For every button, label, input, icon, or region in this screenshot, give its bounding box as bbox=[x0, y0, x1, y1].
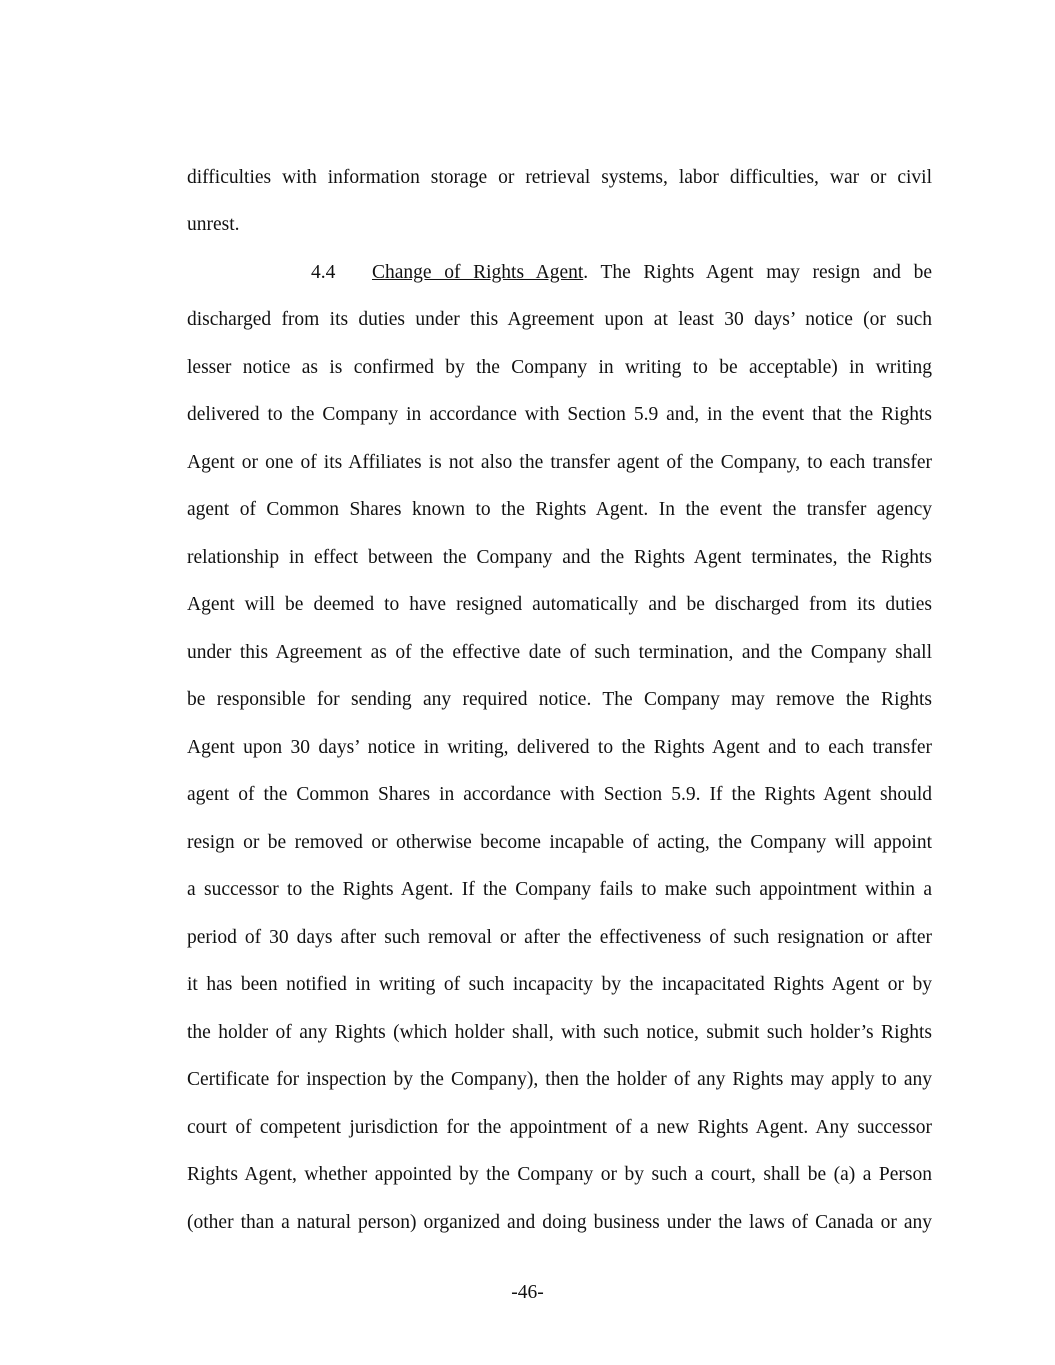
paragraph-line: period of 30 days after such removal or after the effectiveness of such resignation or after bbox=[187, 927, 932, 948]
paragraph-line: resign or be removed or otherwise become incapable of acting, the Company will appoint bbox=[187, 832, 932, 853]
paragraph-line: Agent will be deemed to have resigned automatically and be discharged from its duties bbox=[187, 594, 932, 615]
paragraph-line: (other than a natural person) organized and doing business under the laws of Canada or any bbox=[187, 1212, 932, 1233]
paragraph-line: be responsible for sending any required notice. The Company may remove the Rights bbox=[187, 689, 932, 710]
section-number: 4.4 bbox=[311, 262, 336, 283]
paragraph-line: relationship in effect between the Company and the Rights Agent terminates, the Rights bbox=[187, 547, 932, 568]
paragraph-line: court of competent jurisdiction for the appointment of a new Rights Agent. Any successor bbox=[187, 1117, 932, 1138]
section-heading-line bbox=[372, 260, 932, 286]
paragraph-line: difficulties with information storage or retrieval systems, labor difficulties, war or civil bbox=[187, 167, 932, 188]
paragraph-line: lesser notice as is confirmed by the Company in writing to be acceptable) in writing bbox=[187, 357, 932, 378]
page-number: -46- bbox=[511, 1282, 544, 1303]
paragraph-line: a successor to the Rights Agent. If the Company fails to make such appointment within a bbox=[187, 879, 932, 900]
paragraph-line: agent of the Common Shares in accordance with Section 5.9. If the Rights Agent should bbox=[187, 784, 932, 805]
paragraph-line: it has been notified in writing of such incapacity by the incapacitated Rights Agent or by bbox=[187, 974, 932, 995]
paragraph-line: Certificate for inspection by the Company), then the holder of any Rights may apply to any bbox=[187, 1069, 932, 1090]
paragraph-line: discharged from its duties under this Agreement upon at least 30 days’ notice (or such bbox=[187, 309, 932, 330]
paragraph-line: Agent upon 30 days’ notice in writing, delivered to the Rights Agent and to each transfer bbox=[187, 737, 932, 758]
paragraph-line: agent of Common Shares known to the Rights Agent. In the event the transfer agency bbox=[187, 499, 932, 520]
paragraph-line: delivered to the Company in accordance with Section 5.9 and, in the event that the Rights bbox=[187, 404, 932, 425]
paragraph-line: the holder of any Rights (which holder shall, with such notice, submit such holder’s Rights bbox=[187, 1022, 932, 1043]
paragraph-line: Rights Agent, whether appointed by the Company or by such a court, shall be (a) a Person bbox=[187, 1164, 932, 1185]
paragraph-line: unrest. bbox=[187, 214, 240, 235]
paragraph-line: Agent or one of its Affiliates is not also the transfer agent of the Company, to each transfer bbox=[187, 452, 932, 473]
section-first-line-text: . The Rights Agent may resign and be bbox=[583, 262, 932, 283]
section-title: Change of Rights Agent bbox=[372, 262, 584, 283]
paragraph-line: under this Agreement as of the effective date of such termination, and the Company shall bbox=[187, 642, 932, 663]
